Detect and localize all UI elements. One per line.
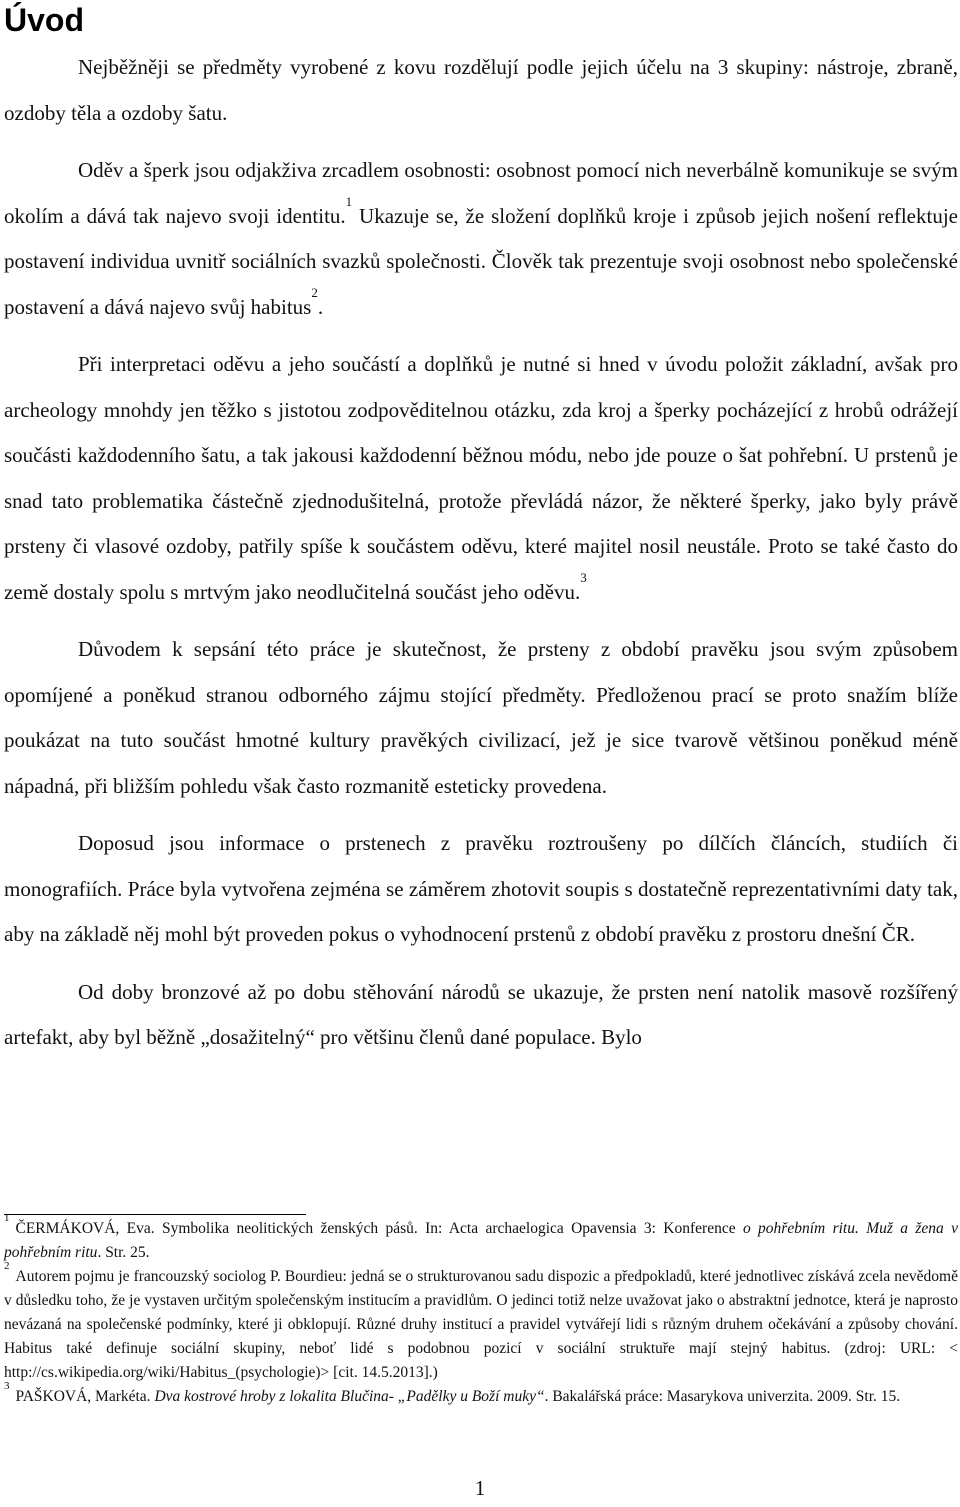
footnotes: [4, 1211, 959, 1409]
page-number: 1: [474, 1476, 486, 1500]
body-text: [4, 45, 958, 1061]
footnote-reference: 2: [311, 284, 318, 300]
footnote: [4, 1211, 959, 1265]
text-span: Nejběžněji se předměty vyrobené z kovu rozdělují podle jejich účelu na 3 skupiny: nástroje, zbraně, ozdoby těla a ozdoby šatu.: [4, 55, 958, 125]
footnote: [4, 1379, 958, 1409]
text-span: ČERMÁKOVÁ, Eva. Symbolika neolitických ženských pásů. In: Acta archaelogica Opavensia 3: Konference: [15, 1220, 743, 1237]
text-span: . Bakalářská práce: Masarykova univerzita. 2009. Str. 15.: [544, 1388, 901, 1405]
italic-text: o pohřebním ritu. Muž a žena v pohřebním ritu: [4, 1220, 959, 1261]
text-span: Doposud jsou informace o prstenech z pravěku roztroušeny po dílčích článcích, studiích či monografiích. Práce byla vytvořena zejména se záměrem zhotovit soupis s dostatečně reprezentativními daty tak, aby na základě něj mohl být proveden pokus o vyhodnocení prstenů z období pravěku z prostoru dnešní ČR.: [4, 831, 958, 946]
text-span: Autorem pojmu je francouzský sociolog P. Bourdieu: jedná se o strukturovanou sadu dispozic a předpokladů, které jednotlivec získává zcela nevědomě v důsledku toho, že je vystaven určitým společenským institucím a pravidlům. O jedinci totiž nelze uvažovat jako o abstraktní jednotce, která je naprosto nevázaná na společenské podmínky, které ji obklopují. Různé druhy institucí a pravidel vytvářejí lidi s různým druhem očekávání a způsoby chování. Habitus také definuje sociální skupiny, neboť lidé s podobnou pozicí v sociální struktuře mají stejný habitus. (zdroj: URL: < http://cs.wikipedia.org/wiki/Habitus_(psychologie)> [cit. 14.5.2013].): [4, 1268, 958, 1381]
paragraph: [4, 970, 958, 1061]
text-span: Důvodem k sepsání této práce je skutečnost, že prsteny z období pravěku jsou svým způsobem opomíjené a poněkud stranou odborného zájmu stojící předměty. Předloženou prací se proto snažím blíže poukázat na tuto součást hmotné kultury pravěkých civilizací, jež je sice tvarově většinou poněkud méně nápadná, při bližším pohledu však často rozmanitě esteticky provedena.: [4, 637, 958, 798]
paragraph: [4, 342, 958, 615]
footnote-number: 1: [4, 1211, 10, 1224]
text-span: Při interpretaci oděvu a jeho součástí a doplňků je nutné si hned v úvodu položit základní, avšak pro archeology mnohdy jen těžko s jistotou zodpověditelnou otázku, zda kroj a šperky pocházející z hrobů odrážejí součásti každodenního šatu, a tak jakousi každodenní běžnou módu, nebo jde pouze o šat pohřební. U prstenů je snad tato problematika částečně zjednodušitelná, protože převládá názor, že některé šperky, jako byly právě prsteny či vlasové ozdoby, patřily spíše k součástem oděvu, které majitel nosil neustále. Proto se také často do země dostaly spolu s mrtvým jako neodlučitelná součást jeho oděvu.: [4, 352, 958, 604]
text-span: .: [317, 294, 324, 319]
paragraph: [4, 627, 958, 809]
text-span: Od doby bronzové až po dobu stěhování národů se ukazuje, že prsten není natolik masově rozšířený artefakt, aby byl běžně „dosažitelný“ pro většinu členů dané populace. Bylo: [4, 979, 958, 1049]
italic-text: Dva kostrové hroby z lokalita Blučina- „Padělky u Boží muky“: [154, 1388, 545, 1405]
paragraph: [4, 148, 958, 330]
footnote-separator: [4, 1214, 306, 1215]
text-span: Ukazuje se, že složení doplňků kroje i způsob jejich nošení reflektuje postavení individua uvnitř sociálních svazků společnosti. Člověk tak prezentuje svoji osobnost nebo společenské postavení a dává najevo svůj habitus: [4, 203, 958, 319]
paragraph: [4, 45, 958, 136]
footnote-reference: 1: [345, 193, 353, 209]
text-span: . Str. 25.: [97, 1244, 150, 1261]
text-span: Oděv a šperk jsou odjakživa zrcadlem osobnosti: osobnost pomocí nich neverbálně komunikuje se svým okolím a dává tak najevo svoji identitu.: [4, 158, 958, 228]
footnote: [4, 1259, 958, 1385]
footnote-number: 3: [4, 1379, 10, 1392]
paragraph: [4, 821, 958, 958]
footnote-reference: 3: [580, 569, 587, 585]
footnote-number: 2: [4, 1259, 10, 1272]
text-span: PAŠKOVÁ, Markéta.: [15, 1388, 155, 1405]
page-title: Úvod: [4, 2, 84, 38]
